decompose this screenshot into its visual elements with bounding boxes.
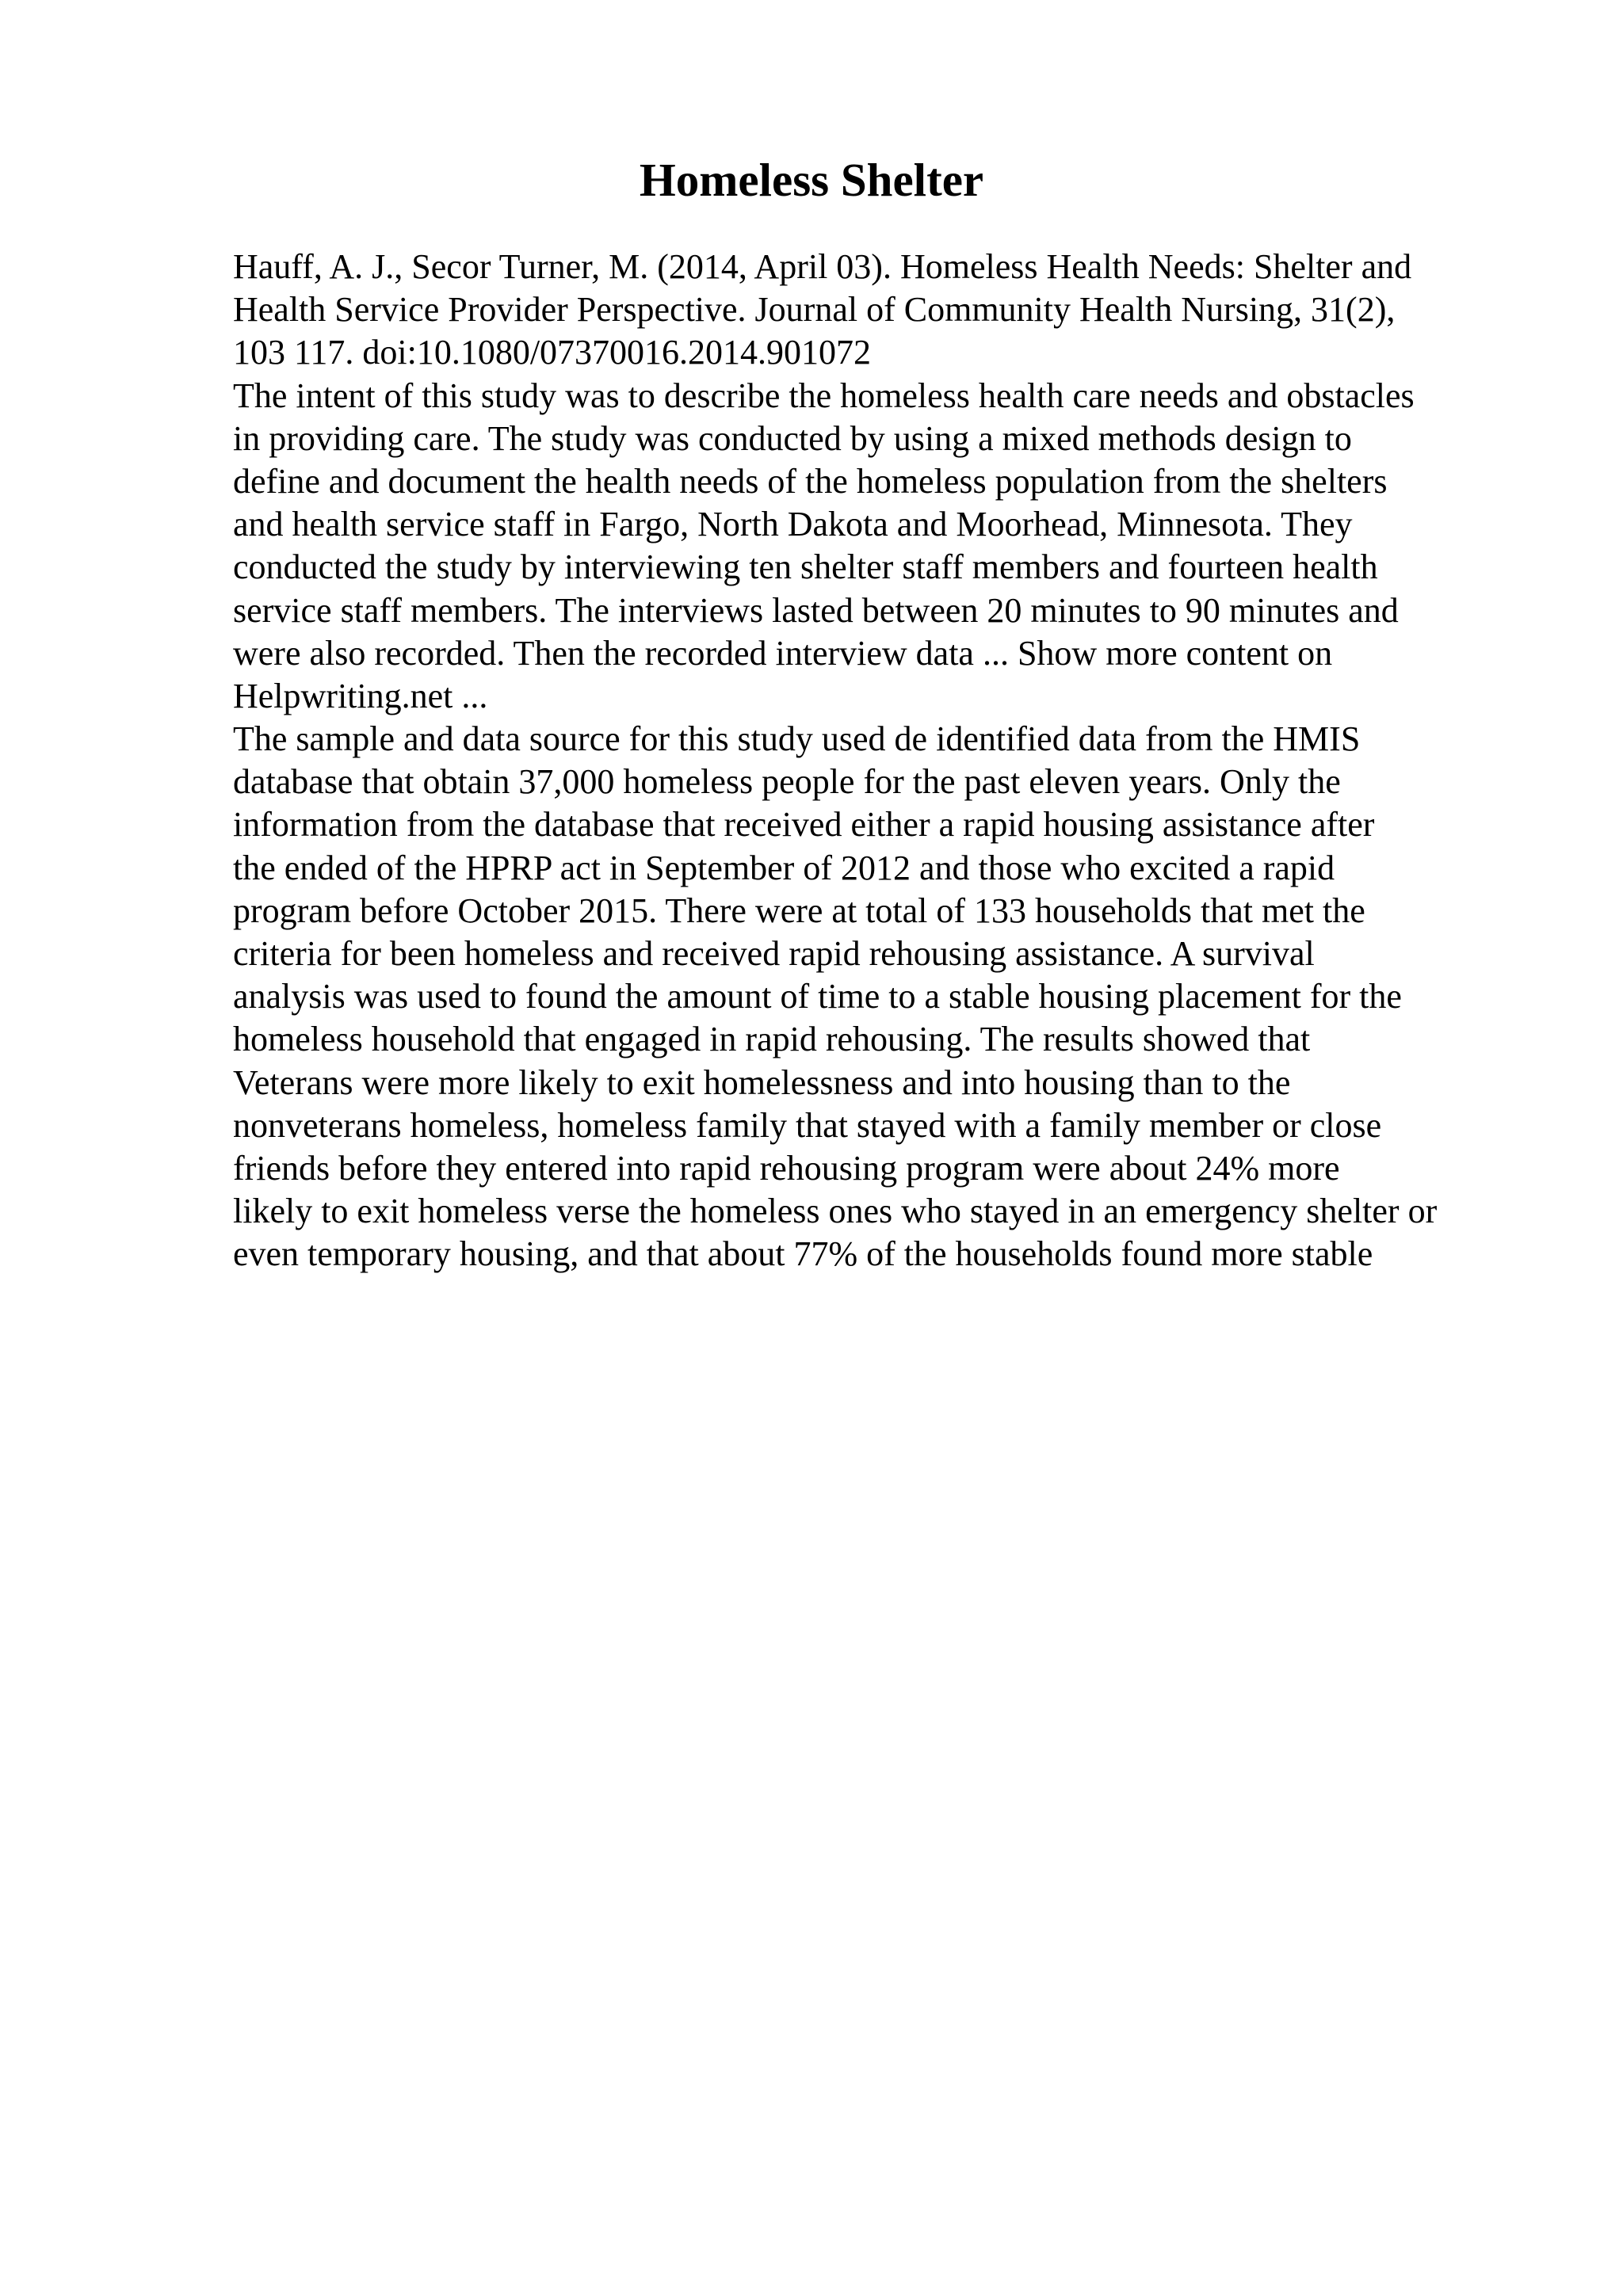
- text-line: conducted the study by interviewing ten shelter staff members and fourteen health: [233, 547, 1378, 587]
- page-title: Homeless Shelter: [639, 154, 984, 206]
- text-line: were also recorded. Then the recorded interview data ... Show more content on: [233, 633, 1333, 673]
- text-line: 103 117. doi:10.1080/07370016.2014.901072: [233, 333, 872, 372]
- text-line: likely to exit homeless verse the homeless ones who stayed in an emergency shelter or: [233, 1192, 1438, 1231]
- text-line: define and document the health needs of the homeless population from the shelters: [233, 461, 1388, 501]
- text-line: the ended of the HPRP act in September of 2012 and those who excited a rapid: [233, 848, 1335, 887]
- text-line: in providing care. The study was conducted by using a mixed methods design to: [233, 418, 1352, 458]
- text-line: The sample and data source for this study used de identified data from the HMIS: [233, 719, 1361, 759]
- text-line: nonveterans homeless, homeless family that stayed with a family member or close: [233, 1105, 1382, 1145]
- text-line: homeless household that engaged in rapid rehousing. The results showed that: [233, 1020, 1311, 1059]
- text-line: Hauff, A. J., Secor Turner, M. (2014, April 03). Homeless Health Needs: Shelter and: [233, 247, 1412, 286]
- text-line: Health Service Provider Perspective. Journal of Community Health Nursing, 31(2),: [233, 290, 1396, 330]
- text-line: The intent of this study was to describe the homeless health care needs and obstacles: [233, 376, 1415, 415]
- text-line: and health service staff in Fargo, North Dakota and Moorhead, Minnesota. They: [233, 505, 1353, 544]
- text-line: friends before they entered into rapid rehousing program were about 24% more: [233, 1148, 1340, 1188]
- text-line: information from the database that received either a rapid housing assistance after: [233, 805, 1375, 845]
- text-line: analysis was used to found the amount of time to a stable housing placement for the: [233, 977, 1402, 1016]
- text-line: even temporary housing, and that about 77% of the households found more stable: [233, 1234, 1373, 1274]
- text-line: Veterans were more likely to exit homelessness and into housing than to the: [233, 1062, 1291, 1102]
- text-line: Helpwriting.net ...: [233, 676, 488, 715]
- text-line: criteria for been homeless and received rapid rehousing assistance. A survival: [233, 934, 1315, 973]
- document-body: [233, 246, 1596, 1276]
- text-line: service staff members. The interviews lasted between 20 minutes to 90 minutes and: [233, 590, 1399, 630]
- text-line: database that obtain 37,000 homeless people for the past eleven years. Only the: [233, 762, 1341, 802]
- text-line: program before October 2015. There were at total of 133 households that met the: [233, 891, 1365, 930]
